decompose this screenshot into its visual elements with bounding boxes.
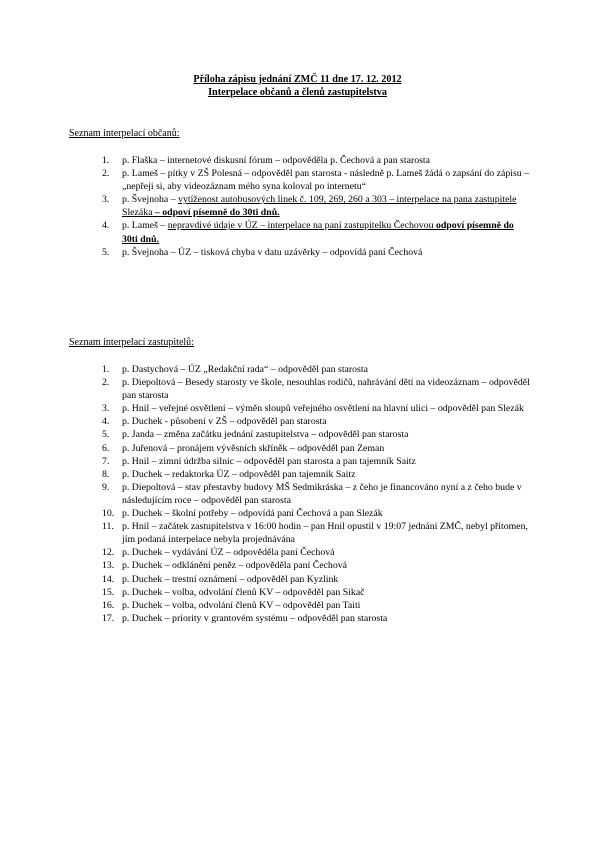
members-list	[102, 363, 532, 625]
citizens-list	[102, 154, 532, 259]
list-item: 1. p. Flaška – internetové diskusní fórum – odpověděla p. Čechová a pan starosta	[102, 155, 430, 166]
list-item: 1. p. Dastychová – ÚZ „Redakční rada“ – odpověděl pan starosta	[102, 364, 368, 375]
list-item: 6. p. Juřenová – pronájem vývěsních skříněk – odpověděl pan Zeman	[102, 442, 385, 454]
document-subtitle: Interpelace občanů a členů zastupitelstva	[208, 87, 387, 98]
list-item: 5. p. Janda – změna začátku jednání zastupitelstva – odpověděl pan starosta	[102, 429, 409, 441]
list-item: 2. p. Lameš – pítky v ZŠ Polesná – odpověděl pan starosta - následně p. Lameš žádá o zapsání do zápisu – „nepřeji si, aby videozáznam mého syna koloval po internetu“	[102, 168, 530, 193]
list-item: 10. p. Duchek – školní potřeby – odpovídá paní Čechová a pan Slezák	[102, 508, 383, 520]
list-item: 4. p. Duchek - působení v ZŠ – odpověděl pan starosta	[102, 416, 327, 428]
document-title: Příloha zápisu jednání ZMČ 11 dne 17. 12. 2012	[193, 74, 402, 85]
list-item: 11. p. Hnil – začátek zastupitelstva v 16:00 hodin – pan Hnil opustil v 19:07 jednání ZMČ, nebyl přítomen, jím podaná interpelace nebyla projednávána	[102, 521, 528, 546]
list-item: 15. p. Duchek – volba, odvolání členů KV – odpověděl pan Sikač	[102, 586, 365, 598]
list-item: 8. p. Duchek – redaktorka ÚZ – odpověděl pan tajemník Saitz	[102, 468, 356, 480]
list-item: 3. p. Hnil – veřejné osvětlení – výměn sloupů veřejného osvětlení na hlavní ulici – odpověděl pan Slezák	[102, 403, 524, 415]
members-heading: Seznam interpelací zastupitelů:	[69, 337, 194, 348]
list-item: 3. p. Švejnoha – vytíženost autobusových linek č. 109, 269, 260 a 303 – interpelace na pana zastupitele Slezáka – odpoví písemně do 30ti dnů.	[102, 194, 517, 219]
list-item: 14. p. Duchek – trestní oznámení – odpověděl pan Kyzlink	[102, 573, 339, 585]
list-item: 12. p. Duchek – vydávání ÚZ – odpověděla paní Čechová	[102, 547, 335, 559]
list-item: 13. p. Duchek – odklánění peněz – odpověděla paní Čechová	[102, 560, 347, 572]
list-item: 17. p. Duchek – priority v grantovém systému – odpověděl pan starosta	[102, 612, 388, 624]
list-item: 5. p. Švejnoha – ÚZ – tisková chyba v datu uzávěrky – odpovídá paní Čechová	[102, 246, 423, 258]
list-item: 9. p. Diepoltová – stav přestavby budovy MŠ Sedmikráska – z čeho je financováno nyní a z čeho bude v následujícím roce – odpověděl pan starosta	[102, 481, 522, 506]
citizens-heading: Seznam interpelací občanů:	[69, 128, 180, 139]
list-item: 7. p. Hnil – zimní údržba silnic – odpověděl pan starosta a pan tajemník Saitz	[102, 455, 416, 467]
list-item: 16. p. Duchek – volba, odvolání členů KV – odpověděl pan Taiti	[102, 599, 361, 611]
list-item: 2. p. Diepoltová – Besedy starosty ve škole, nesouhlas rodičů, nahrávání dětí na videozáznam – odpověděl pan starosta	[102, 377, 530, 402]
list-item: 4. p. Lameš – nepravdivé údaje v ÚZ – interpelace na paní zastupitelku Čechovou odpoví písemně do 30ti dnů.	[102, 220, 514, 245]
